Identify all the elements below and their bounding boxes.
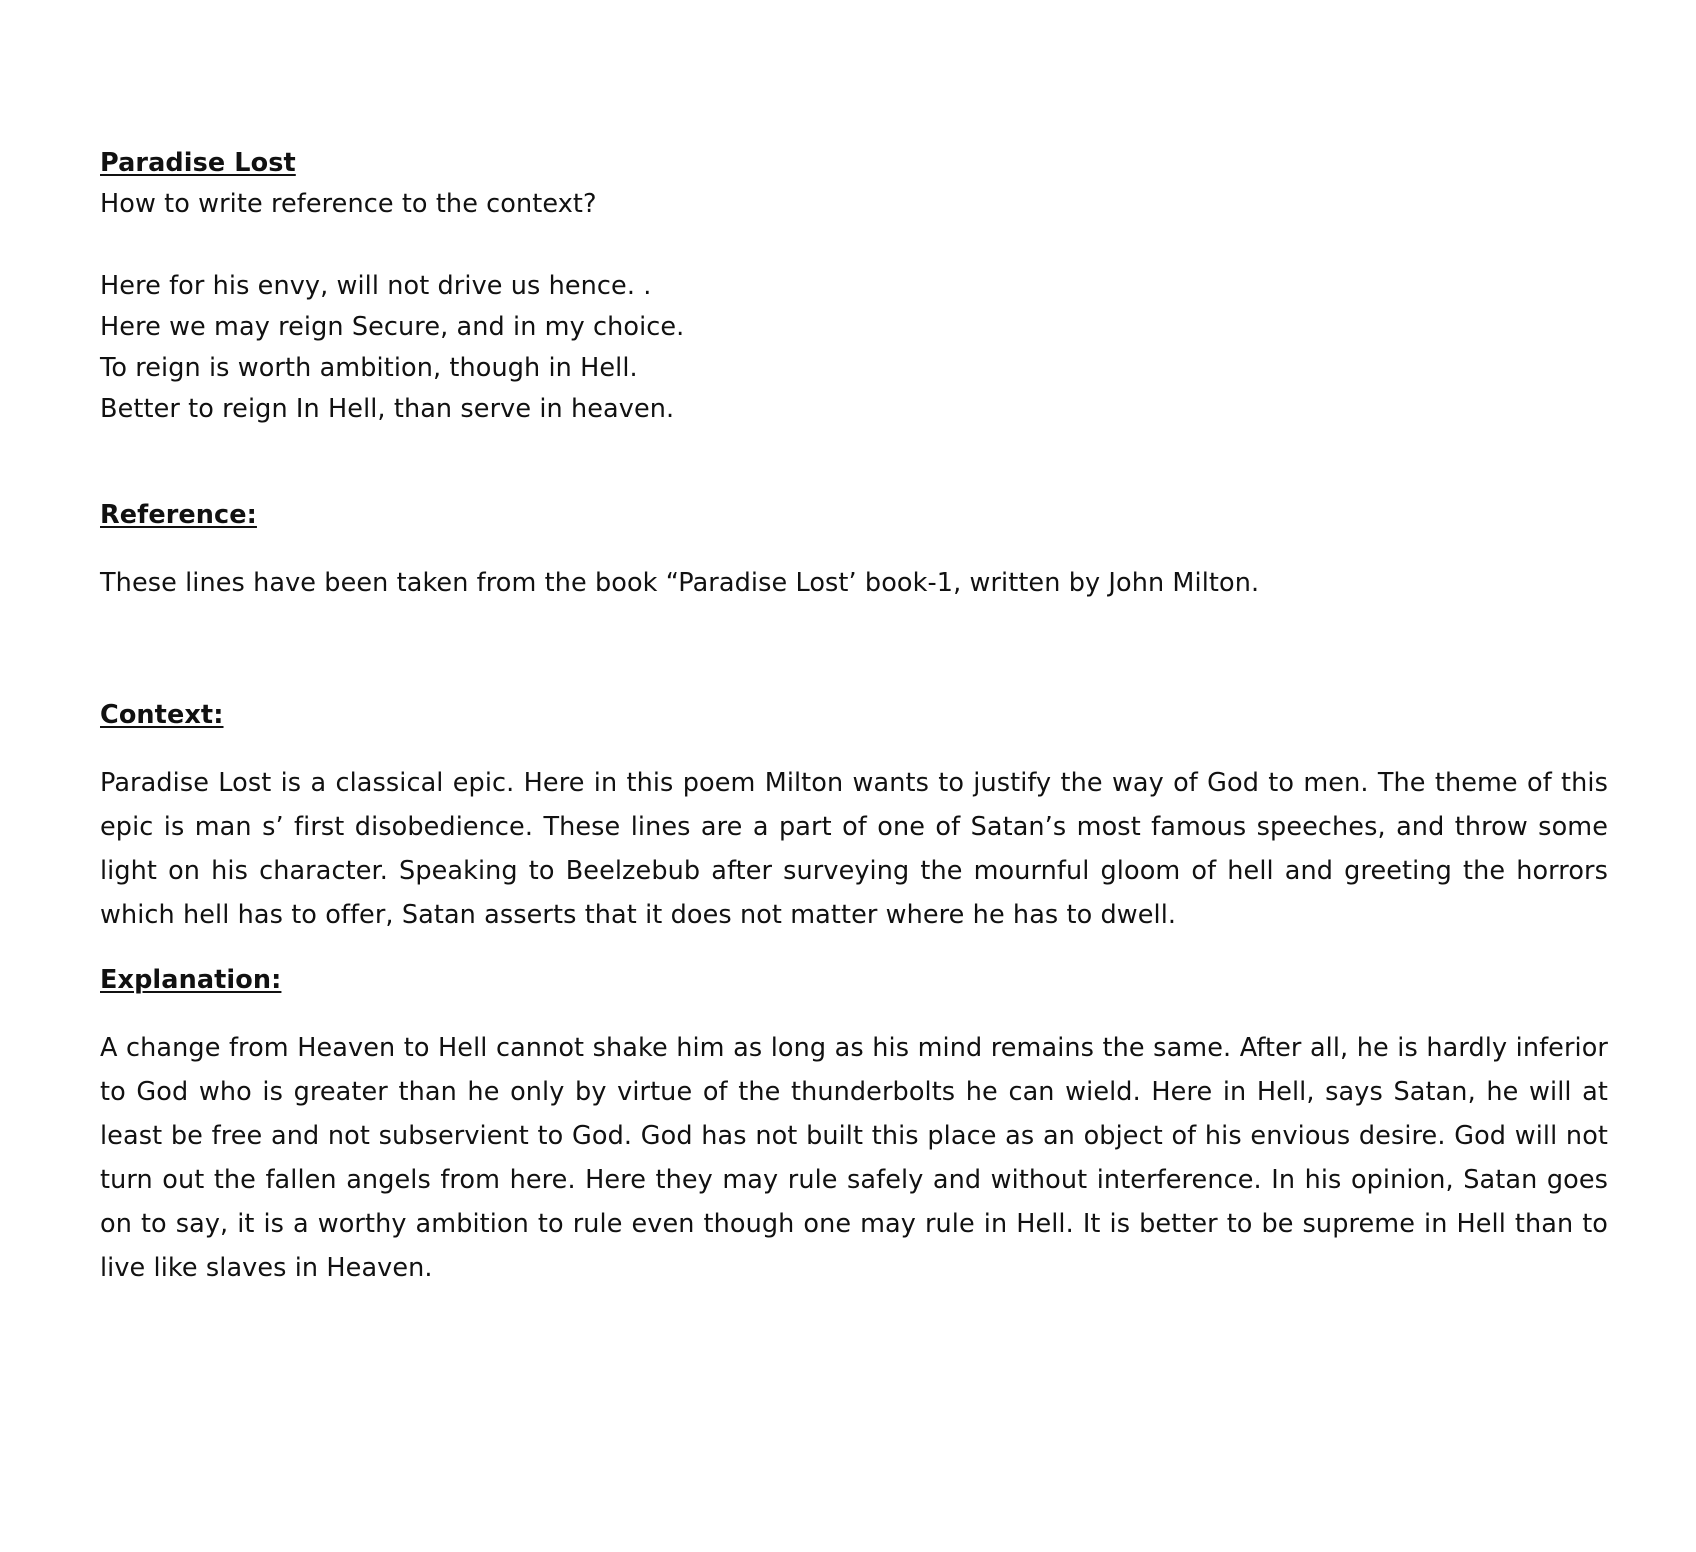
verse-line: Here for his envy, will not drive us hence. .: [100, 271, 652, 301]
explanation-heading: Explanation:: [100, 965, 282, 995]
verse-line: Better to reign In Hell, than serve in heaven.: [100, 394, 675, 424]
explanation-paragraph: A change from Heaven to Hell cannot shake him as long as his mind remains the same. After all, he is hardly inferior to God who is greater than he only by virtue of the thunderbolts he can wield. Here in Hell, says Satan, he will at least be free and not subservient to God. God has not built this place as an object of his envious desire. God will not turn out the fallen angels from here. Here they may rule safely and without interference. In his opinion, Satan goes on to say, it is a worthy ambition to rule even though one may rule in Hell. It is better to be supreme in Hell than to live like slaves in Heaven.: [100, 1033, 1608, 1283]
context-paragraph: Paradise Lost is a classical epic. Here in this poem Milton wants to justify the way of God to men. The theme of this epic is man s’ first disobedience. These lines are a part of one of Satan’s most famous speeches, and throw some light on his character. Speaking to Beelzebub after surveying the mournful gloom of hell and greeting the horrors which hell has to offer, Satan asserts that it does not matter where he has to dwell.: [100, 768, 1608, 930]
verse-line: Here we may reign Secure, and in my choice.: [100, 312, 685, 342]
verse-line: To reign is worth ambition, though in Hell.: [100, 353, 638, 383]
context-heading: Context:: [100, 700, 224, 730]
reference-text: These lines have been taken from the book “Paradise Lost’ book-1, written by John Milton.: [100, 568, 1260, 598]
document-subtitle: How to write reference to the context?: [100, 189, 597, 219]
document-title: Paradise Lost: [100, 148, 296, 178]
reference-heading: Reference:: [100, 500, 257, 530]
